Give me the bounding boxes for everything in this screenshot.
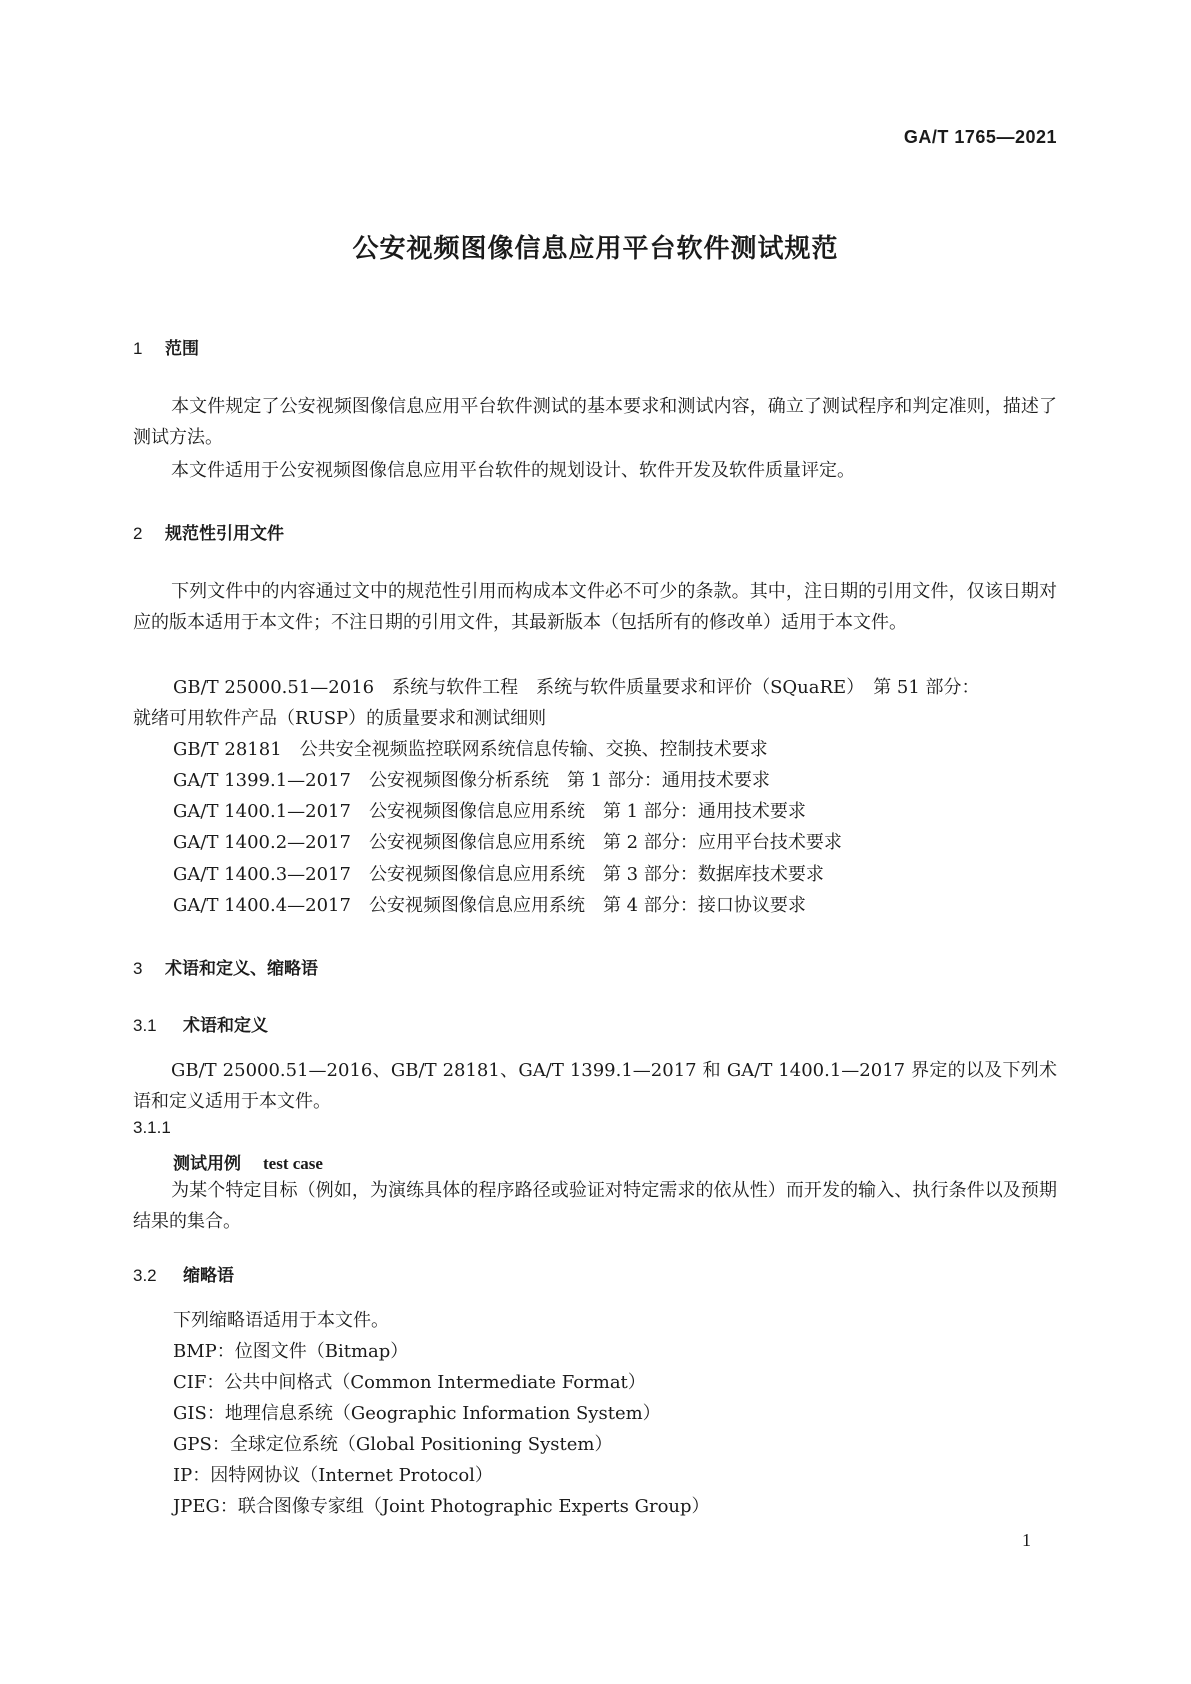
section-3-heading xyxy=(133,954,318,979)
section-title: 缩略语 xyxy=(183,1266,234,1286)
page-number: 1 xyxy=(1022,1530,1031,1550)
abbreviations-intro: 下列缩略语适用于本文件。 xyxy=(173,1310,389,1331)
abbreviation-item: JPEG：联合图像专家组（Joint Photographic Experts Group） xyxy=(173,1496,710,1517)
section-3-2-heading xyxy=(133,1261,234,1286)
standard-code: GA/T 1765—2021 xyxy=(903,127,1057,147)
section-title: 术语和定义 xyxy=(183,1016,268,1036)
abbreviation-item: IP：因特网协议（Internet Protocol） xyxy=(173,1465,493,1486)
section-1-heading xyxy=(133,334,199,359)
reference-item: GA/T 1400.3—2017 公安视频图像信息应用系统 第 3 部分：数据库技术要求 xyxy=(173,864,824,885)
reference-item: GA/T 1400.1—2017 公安视频图像信息应用系统 第 1 部分：通用技术要求 xyxy=(173,801,806,822)
term-english: test case xyxy=(263,1154,323,1173)
section-3-1-heading xyxy=(133,1011,268,1036)
reference-item: GA/T 1400.2—2017 公安视频图像信息应用系统 第 2 部分：应用平台技术要求 xyxy=(173,832,842,853)
section-2-heading xyxy=(133,519,284,544)
term-number: 3.1.1 xyxy=(133,1118,171,1137)
term-definition: 为某个特定目标（例如，为演练具体的程序路径或验证对特定需求的依从性）而开发的输入、执行条件以及预期结果的集合。 xyxy=(133,1180,1057,1232)
reference-item: GA/T 1399.1—2017 公安视频图像分析系统 第 1 部分：通用技术要求 xyxy=(173,770,770,791)
reference-item-continued: 就绪可用软件产品（RUSP）的质量要求和测试细则 xyxy=(133,708,547,729)
reference-item: GB/T 25000.51—2016 系统与软件工程 系统与软件质量要求和评价（SQuaRE） 第 51 部分： xyxy=(173,677,980,698)
document-title: 公安视频图像信息应用平台软件测试规范 xyxy=(352,234,839,264)
terms-intro: GB/T 25000.51—2016、GB/T 28181、GA/T 1399.1—2017 和 GA/T 1400.1—2017 界定的以及下列术语和定义适用于本文件。 xyxy=(133,1060,1057,1112)
section-number: 2 xyxy=(133,524,143,543)
section-title: 规范性引用文件 xyxy=(165,524,284,544)
references-intro: 下列文件中的内容通过文中的规范性引用而构成本文件必不可少的条款。其中，注日期的引用文件，仅该日期对应的版本适用于本文件；不注日期的引用文件，其最新版本（包括所有的修改单）适用于本文件。 xyxy=(133,581,1057,633)
section-title: 范围 xyxy=(165,339,199,359)
section-number: 1 xyxy=(133,339,143,358)
term-chinese: 测试用例 xyxy=(173,1154,241,1174)
reference-item: GA/T 1400.4—2017 公安视频图像信息应用系统 第 4 部分：接口协议要求 xyxy=(173,895,806,916)
term-entry xyxy=(173,1149,323,1174)
section-number: 3 xyxy=(133,959,143,978)
section-title: 术语和定义、缩略语 xyxy=(165,959,318,979)
scope-paragraph-2: 本文件适用于公安视频图像信息应用平台软件的规划设计、软件开发及软件质量评定。 xyxy=(171,460,855,481)
abbreviation-item: GIS：地理信息系统（Geographic Information System） xyxy=(173,1403,661,1424)
scope-paragraph-1: 本文件规定了公安视频图像信息应用平台软件测试的基本要求和测试内容，确立了测试程序和判定准则，描述了测试方法。 xyxy=(133,396,1057,448)
abbreviation-item: BMP：位图文件（Bitmap） xyxy=(173,1341,409,1362)
abbreviation-item: GPS：全球定位系统（Global Positioning System） xyxy=(173,1434,613,1455)
abbreviation-item: CIF：公共中间格式（Common Intermediate Format） xyxy=(173,1372,646,1393)
reference-item: GB/T 28181 公共安全视频监控联网系统信息传输、交换、控制技术要求 xyxy=(173,739,768,760)
section-number: 3.1 xyxy=(133,1016,157,1035)
section-number: 3.2 xyxy=(133,1266,157,1285)
